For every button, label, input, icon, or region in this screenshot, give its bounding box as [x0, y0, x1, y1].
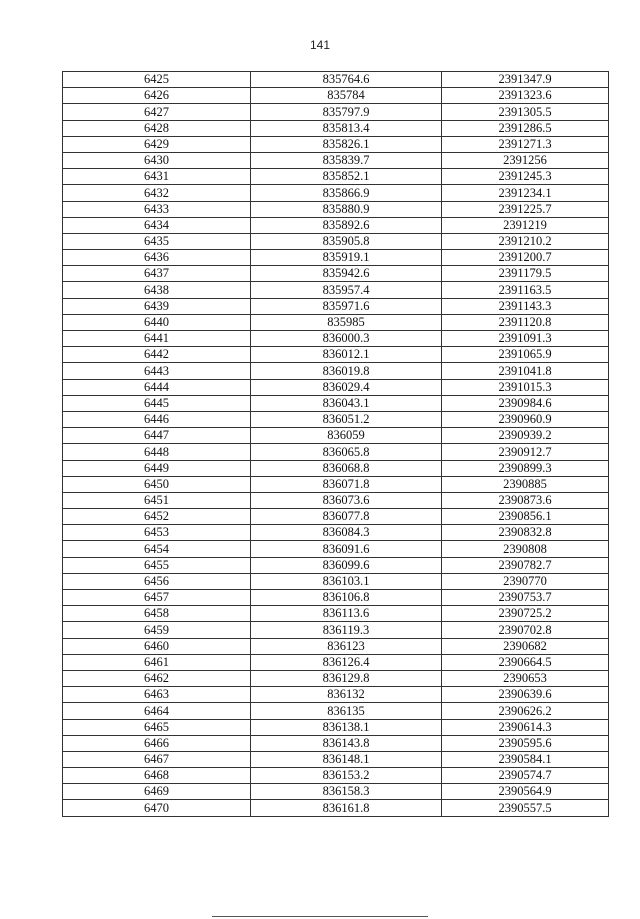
table-row: [63, 233, 609, 249]
y-coordinate-cell: 2390885: [442, 476, 609, 492]
point-number-cell: 6444: [63, 379, 251, 395]
point-number-cell: 6466: [63, 735, 251, 751]
point-number-cell: 6428: [63, 120, 251, 136]
y-coordinate-cell: 2390770: [442, 573, 609, 589]
point-number-cell: 6453: [63, 525, 251, 541]
x-coordinate-cell: 835839.7: [251, 152, 442, 168]
y-coordinate-cell: 2391120.8: [442, 314, 609, 330]
table-row: [63, 152, 609, 168]
table-row: [63, 541, 609, 557]
table-row: [63, 606, 609, 622]
y-coordinate-cell: 2390808: [442, 541, 609, 557]
y-coordinate-cell: 2391015.3: [442, 379, 609, 395]
x-coordinate-cell: 835852.1: [251, 169, 442, 185]
x-coordinate-cell: 835880.9: [251, 201, 442, 217]
y-coordinate-cell: 2390725.2: [442, 606, 609, 622]
point-number-cell: 6469: [63, 784, 251, 800]
table-row: [63, 347, 609, 363]
y-coordinate-cell: 2391210.2: [442, 233, 609, 249]
point-number-cell: 6429: [63, 136, 251, 152]
point-number-cell: 6433: [63, 201, 251, 217]
table-row: [63, 654, 609, 670]
y-coordinate-cell: 2390595.6: [442, 735, 609, 751]
point-number-cell: 6464: [63, 703, 251, 719]
y-coordinate-cell: 2391234.1: [442, 185, 609, 201]
y-coordinate-cell: 2390960.9: [442, 411, 609, 427]
y-coordinate-cell: 2391305.5: [442, 104, 609, 120]
x-coordinate-cell: 835971.6: [251, 298, 442, 314]
y-coordinate-cell: 2391065.9: [442, 347, 609, 363]
table-row: [63, 169, 609, 185]
x-coordinate-cell: 836129.8: [251, 670, 442, 686]
table-row: [63, 670, 609, 686]
y-coordinate-cell: 2390939.2: [442, 428, 609, 444]
x-coordinate-cell: 835866.9: [251, 185, 442, 201]
y-coordinate-cell: 2390856.1: [442, 509, 609, 525]
x-coordinate-cell: 836051.2: [251, 411, 442, 427]
table-row: [63, 590, 609, 606]
y-coordinate-cell: 2391200.7: [442, 250, 609, 266]
y-coordinate-cell: 2390664.5: [442, 654, 609, 670]
x-coordinate-cell: 836126.4: [251, 654, 442, 670]
point-number-cell: 6457: [63, 590, 251, 606]
point-number-cell: 6451: [63, 492, 251, 508]
x-coordinate-cell: 836132: [251, 687, 442, 703]
table-row: [63, 622, 609, 638]
x-coordinate-cell: 836138.1: [251, 719, 442, 735]
point-number-cell: 6443: [63, 363, 251, 379]
x-coordinate-cell: 836161.8: [251, 800, 442, 816]
y-coordinate-cell: 2391219: [442, 217, 609, 233]
point-number-cell: 6432: [63, 185, 251, 201]
x-coordinate-cell: 836143.8: [251, 735, 442, 751]
table-row: [63, 800, 609, 816]
table-row: [63, 185, 609, 201]
x-coordinate-cell: 836019.8: [251, 363, 442, 379]
x-coordinate-cell: 835784: [251, 88, 442, 104]
y-coordinate-cell: 2390626.2: [442, 703, 609, 719]
x-coordinate-cell: 836029.4: [251, 379, 442, 395]
page-number: 141: [309, 38, 331, 52]
table-row: [63, 476, 609, 492]
x-coordinate-cell: 836099.6: [251, 557, 442, 573]
point-number-cell: 6456: [63, 573, 251, 589]
x-coordinate-cell: 836068.8: [251, 460, 442, 476]
point-number-cell: 6431: [63, 169, 251, 185]
y-coordinate-cell: 2390702.8: [442, 622, 609, 638]
point-number-cell: 6438: [63, 282, 251, 298]
x-coordinate-cell: 836103.1: [251, 573, 442, 589]
page-footer-rule: [212, 916, 428, 917]
point-number-cell: 6440: [63, 314, 251, 330]
table-row: [63, 573, 609, 589]
table-row: [63, 331, 609, 347]
y-coordinate-cell: 2390653: [442, 670, 609, 686]
table-row: [63, 719, 609, 735]
y-coordinate-cell: 2391163.5: [442, 282, 609, 298]
y-coordinate-cell: 2390782.7: [442, 557, 609, 573]
point-number-cell: 6442: [63, 347, 251, 363]
point-number-cell: 6449: [63, 460, 251, 476]
point-number-cell: 6437: [63, 266, 251, 282]
point-number-cell: 6447: [63, 428, 251, 444]
x-coordinate-cell: 835985: [251, 314, 442, 330]
table-row: [63, 638, 609, 654]
point-number-cell: 6425: [63, 72, 251, 88]
y-coordinate-cell: 2391323.6: [442, 88, 609, 104]
x-coordinate-cell: 836084.3: [251, 525, 442, 541]
table-row: [63, 444, 609, 460]
x-coordinate-cell: 836073.6: [251, 492, 442, 508]
table-row: [63, 687, 609, 703]
x-coordinate-cell: 835942.6: [251, 266, 442, 282]
point-number-cell: 6435: [63, 233, 251, 249]
y-coordinate-cell: 2391225.7: [442, 201, 609, 217]
y-coordinate-cell: 2390682: [442, 638, 609, 654]
y-coordinate-cell: 2390753.7: [442, 590, 609, 606]
table-row: [63, 460, 609, 476]
table-row: [63, 298, 609, 314]
point-number-cell: 6462: [63, 670, 251, 686]
y-coordinate-cell: 2390984.6: [442, 395, 609, 411]
y-coordinate-cell: 2390832.8: [442, 525, 609, 541]
table-row: [63, 88, 609, 104]
table-row: [63, 509, 609, 525]
y-coordinate-cell: 2390574.7: [442, 768, 609, 784]
point-number-cell: 6430: [63, 152, 251, 168]
table-row: [63, 250, 609, 266]
table-row: [63, 525, 609, 541]
table-row: [63, 492, 609, 508]
table-row: [63, 136, 609, 152]
x-coordinate-cell: 836071.8: [251, 476, 442, 492]
point-number-cell: 6468: [63, 768, 251, 784]
point-number-cell: 6445: [63, 395, 251, 411]
table-row: [63, 751, 609, 767]
table-row: [63, 363, 609, 379]
x-coordinate-cell: 835905.8: [251, 233, 442, 249]
x-coordinate-cell: 835892.6: [251, 217, 442, 233]
point-number-cell: 6441: [63, 331, 251, 347]
y-coordinate-cell: 2391256: [442, 152, 609, 168]
table-row: [63, 72, 609, 88]
y-coordinate-cell: 2391245.3: [442, 169, 609, 185]
y-coordinate-cell: 2390557.5: [442, 800, 609, 816]
point-number-cell: 6461: [63, 654, 251, 670]
x-coordinate-cell: 836119.3: [251, 622, 442, 638]
table-row: [63, 314, 609, 330]
x-coordinate-cell: 835919.1: [251, 250, 442, 266]
coordinates-table: [62, 71, 609, 817]
table-row: [63, 428, 609, 444]
point-number-cell: 6439: [63, 298, 251, 314]
point-number-cell: 6450: [63, 476, 251, 492]
y-coordinate-cell: 2390584.1: [442, 751, 609, 767]
y-coordinate-cell: 2390639.6: [442, 687, 609, 703]
x-coordinate-cell: 835797.9: [251, 104, 442, 120]
x-coordinate-cell: 836065.8: [251, 444, 442, 460]
x-coordinate-cell: 836135: [251, 703, 442, 719]
table-row: [63, 703, 609, 719]
table-row: [63, 557, 609, 573]
x-coordinate-cell: 836113.6: [251, 606, 442, 622]
x-coordinate-cell: 836000.3: [251, 331, 442, 347]
point-number-cell: 6459: [63, 622, 251, 638]
x-coordinate-cell: 836059: [251, 428, 442, 444]
table-row: [63, 735, 609, 751]
point-number-cell: 6460: [63, 638, 251, 654]
y-coordinate-cell: 2391271.3: [442, 136, 609, 152]
x-coordinate-cell: 835764.6: [251, 72, 442, 88]
x-coordinate-cell: 835826.1: [251, 136, 442, 152]
y-coordinate-cell: 2391286.5: [442, 120, 609, 136]
table-row: [63, 201, 609, 217]
x-coordinate-cell: 836077.8: [251, 509, 442, 525]
point-number-cell: 6458: [63, 606, 251, 622]
y-coordinate-cell: 2390912.7: [442, 444, 609, 460]
table-body: [63, 72, 609, 817]
point-number-cell: 6467: [63, 751, 251, 767]
point-number-cell: 6446: [63, 411, 251, 427]
table-row: [63, 395, 609, 411]
x-coordinate-cell: 835957.4: [251, 282, 442, 298]
table-row: [63, 411, 609, 427]
point-number-cell: 6454: [63, 541, 251, 557]
y-coordinate-cell: 2391041.8: [442, 363, 609, 379]
y-coordinate-cell: 2390614.3: [442, 719, 609, 735]
table-row: [63, 104, 609, 120]
x-coordinate-cell: 836043.1: [251, 395, 442, 411]
table-row: [63, 120, 609, 136]
table-row: [63, 282, 609, 298]
x-coordinate-cell: 835813.4: [251, 120, 442, 136]
point-number-cell: 6427: [63, 104, 251, 120]
table-row: [63, 217, 609, 233]
table-row: [63, 266, 609, 282]
point-number-cell: 6463: [63, 687, 251, 703]
point-number-cell: 6452: [63, 509, 251, 525]
point-number-cell: 6426: [63, 88, 251, 104]
point-number-cell: 6455: [63, 557, 251, 573]
x-coordinate-cell: 836106.8: [251, 590, 442, 606]
point-number-cell: 6470: [63, 800, 251, 816]
y-coordinate-cell: 2391179.5: [442, 266, 609, 282]
x-coordinate-cell: 836158.3: [251, 784, 442, 800]
x-coordinate-cell: 836091.6: [251, 541, 442, 557]
y-coordinate-cell: 2391347.9: [442, 72, 609, 88]
point-number-cell: 6448: [63, 444, 251, 460]
point-number-cell: 6434: [63, 217, 251, 233]
y-coordinate-cell: 2390873.6: [442, 492, 609, 508]
x-coordinate-cell: 836148.1: [251, 751, 442, 767]
x-coordinate-cell: 836123: [251, 638, 442, 654]
y-coordinate-cell: 2391091.3: [442, 331, 609, 347]
point-number-cell: 6465: [63, 719, 251, 735]
x-coordinate-cell: 836012.1: [251, 347, 442, 363]
table-row: [63, 768, 609, 784]
y-coordinate-cell: 2391143.3: [442, 298, 609, 314]
table-row: [63, 784, 609, 800]
y-coordinate-cell: 2390899.3: [442, 460, 609, 476]
point-number-cell: 6436: [63, 250, 251, 266]
y-coordinate-cell: 2390564.9: [442, 784, 609, 800]
table-row: [63, 379, 609, 395]
x-coordinate-cell: 836153.2: [251, 768, 442, 784]
